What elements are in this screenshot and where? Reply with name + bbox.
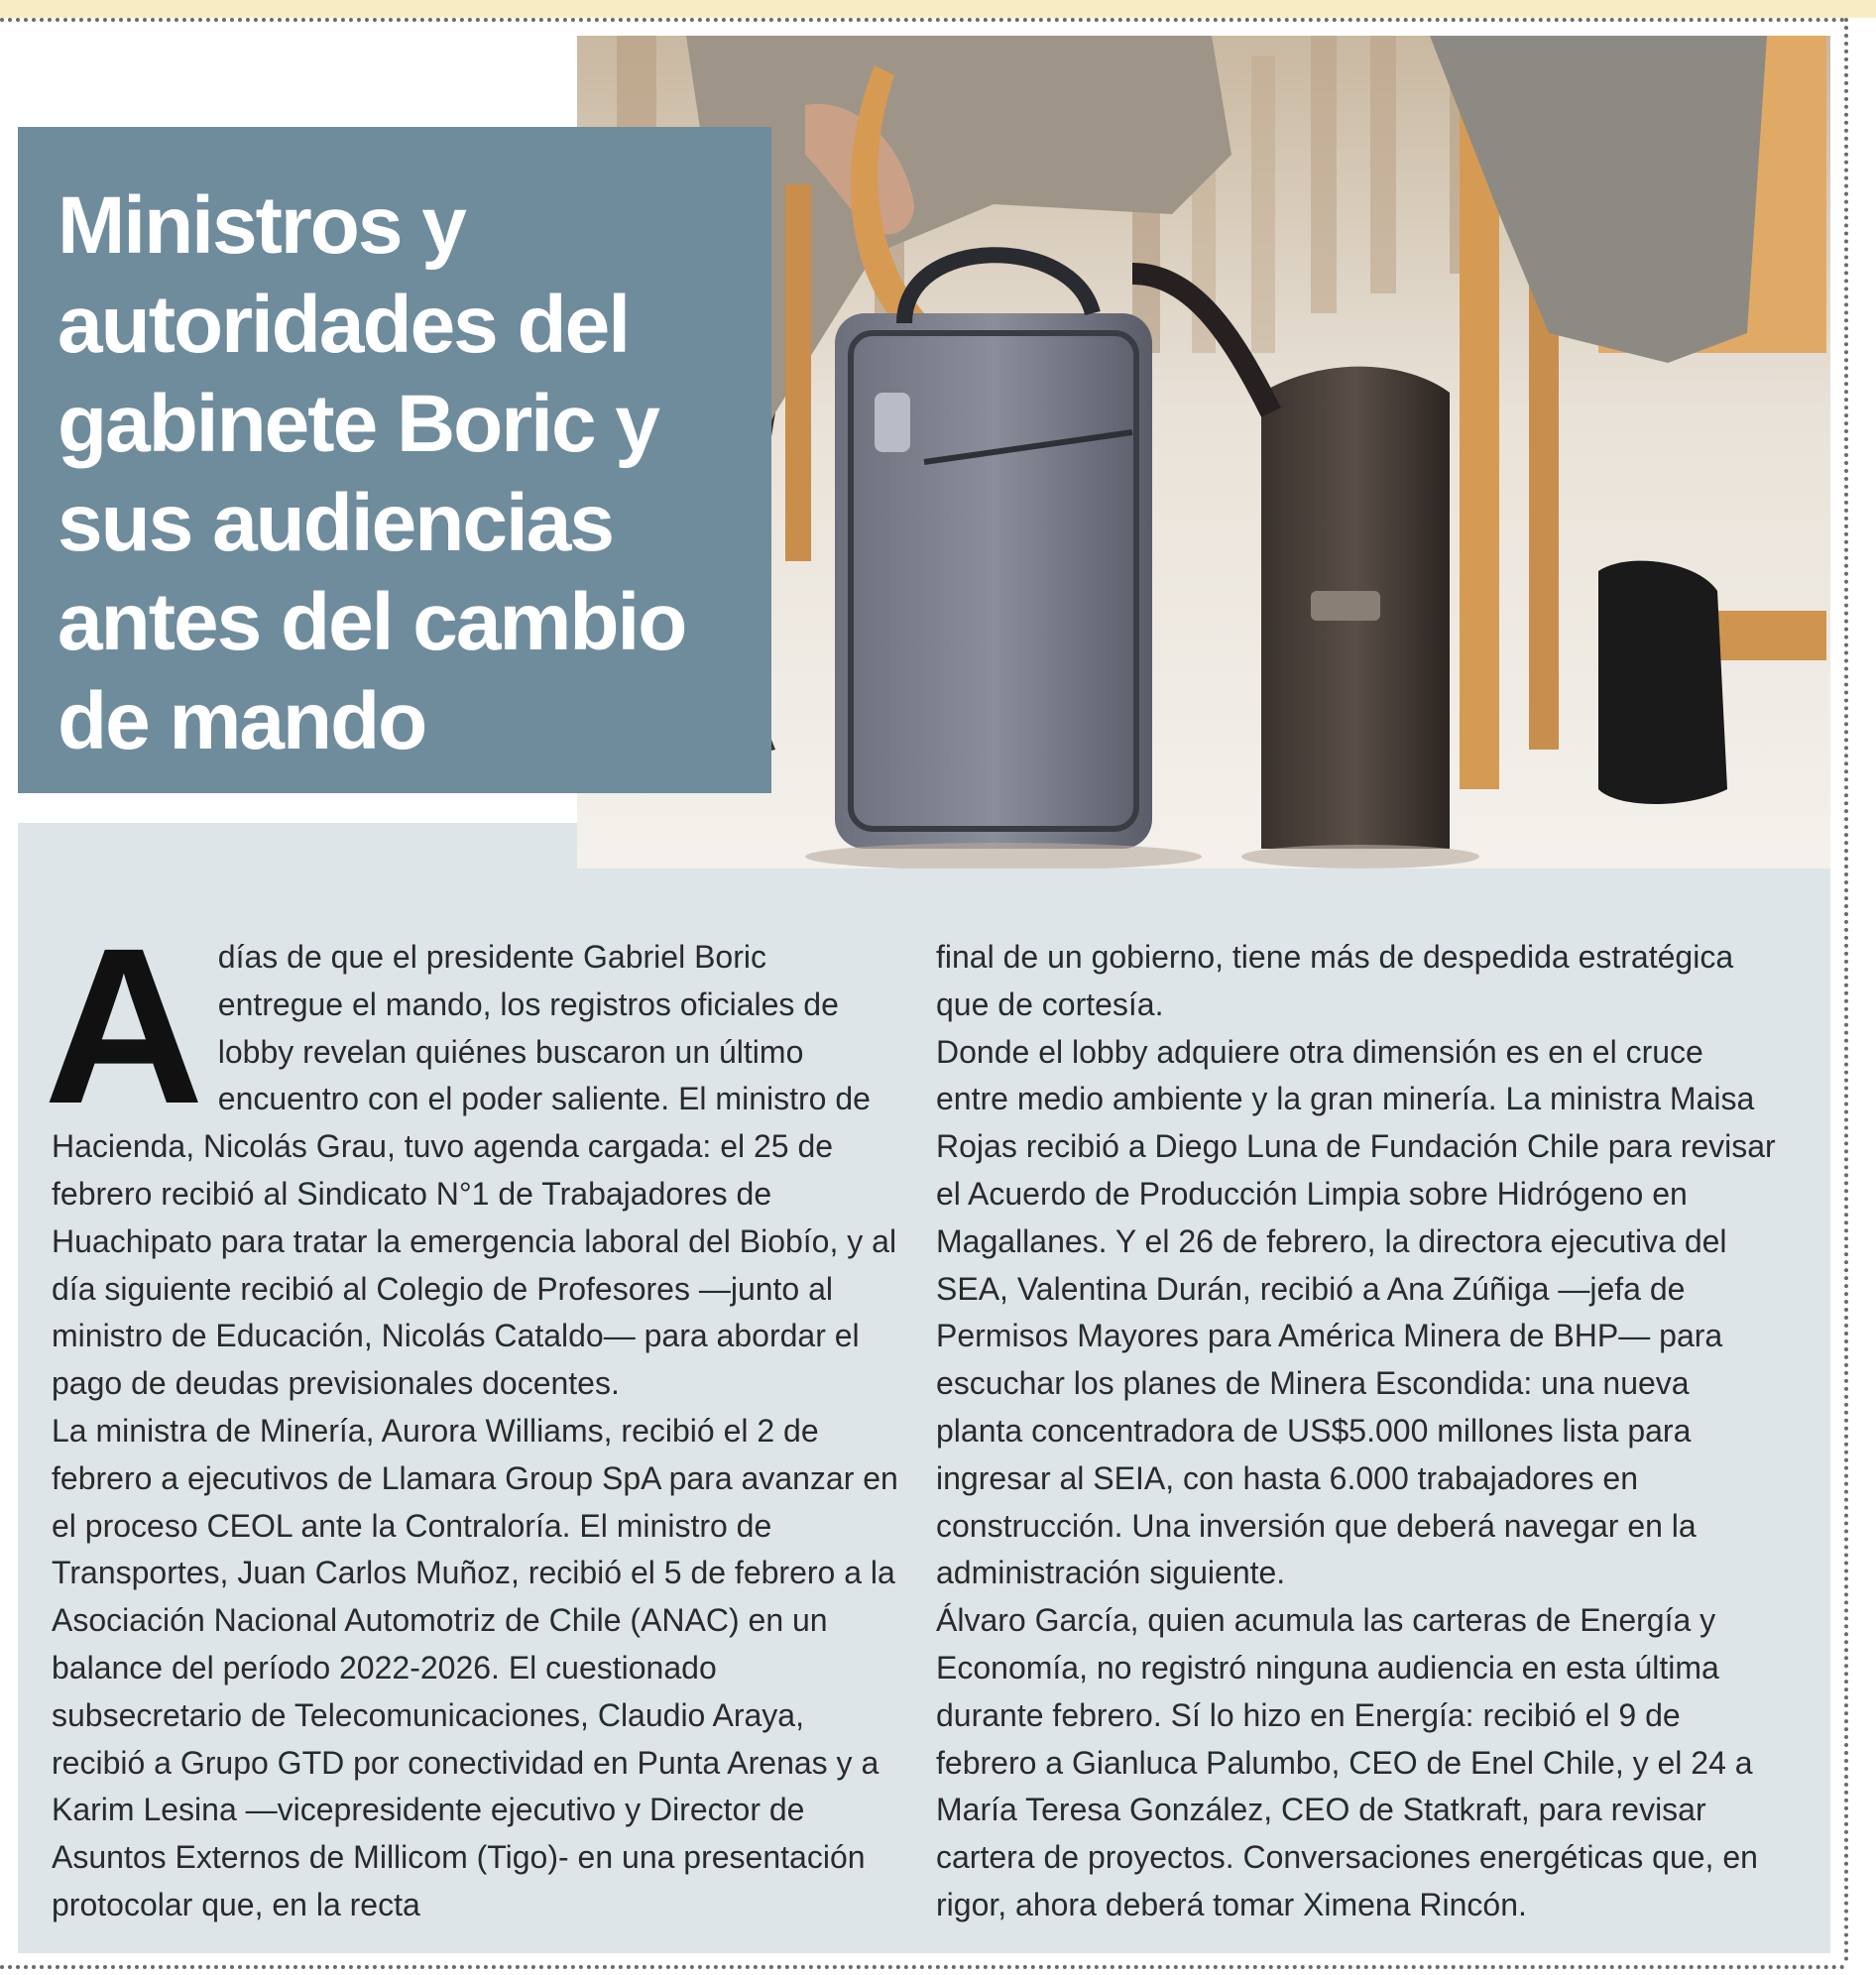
- bottom-dotted-border: [0, 1965, 1846, 1969]
- paragraph: final de un gobierno, tiene más de despedida estratégica que de cortesía.: [936, 939, 1734, 1022]
- headline-box: [18, 127, 771, 793]
- top-color-strip: [0, 0, 1876, 18]
- paragraph: Álvaro García, quien acumula las carteras de Energía y Economía, no registró ninguna audiencia en esta última durante febrero. Sí lo hizo en Energía: recibió el 9 de febrero a Gianluca Palumbo, CEO de Enel Chile, y el 24 a María Teresa González, CEO de Statkraft, para revisar cartera de proyectos. Conversaciones energéticas que, en rigor, ahora deberá tomar Ximena Rincón.: [936, 1602, 1758, 1922]
- headline: Ministros y autoridades del gabinete Boric y sus audiencias antes del cambio de mando: [58, 180, 686, 766]
- paragraph: Donde el lobby adquiere otra dimensión es en el cruce entre medio ambiente y la gran minería. La ministra Maisa Rojas recibió a Diego Luna de Fundación Chile para revisar el Acuerdo de Producción Limpia sobre Hidrógeno en Magallanes. Y el 26 de febrero, la directora ejecutiva del SEA, Valentina Durán, recibió a Ana Zúñiga —jefa de Permisos Mayores para América Minera de BHP— para escuchar los planes de Minera Escondida: una nueva planta concentradora de US$5.000 millones lista para ingresar al SEIA, con hasta 6.000 trabajadores en construcción. Una inversión que deberá navegar en la administración siguiente.: [936, 1033, 1776, 1591]
- article-column-right: [936, 934, 1783, 1929]
- top-dotted-border: [0, 18, 1846, 22]
- lead-paragraph-text: días de que el presidente Gabriel Boric entregue el mando, los registros oficiales de lobby revelan quiénes buscaron un último encuentro con el poder saliente. El ministro de Hacienda, Nicolás Grau, tuvo agenda cargada: el 25 de febrero recibió al Sindicato N°1 de Trabajadores de Huachipato para tratar la emergencia laboral del Biobío, y al día siguiente recibió al Colegio de Profesores —junto al ministro de Educación, Nicolás Cataldo— para abordar el pago de deudas previsionales docentes.: [52, 939, 897, 1402]
- paragraph: La ministra de Minería, Aurora Williams, recibió el 2 de febrero a ejecutivos de Llamara Group SpA para avanzar en el proceso CEOL ante la Contraloría. El ministro de Transportes, Juan Carlos Muñoz, recibió el 5 de febrero a la Asociación Nacional Automotriz de Chile (ANAC) en un balance del período 2022-2026. El cuestionado subsecretario de Telecomunicaciones, Claudio Araya, recibió a Grupo GTD por conectividad en Punta Arenas y a Karim Lesina —vicepresidente ejecutivo y Director de Asuntos Externos de Millicom (Tigo)- en una presentación protocolar que, en la recta: [52, 1412, 898, 1922]
- lead-paragraph: [44, 902, 900, 1408]
- right-dotted-border: [1844, 18, 1848, 1963]
- article-column-left: [44, 902, 900, 1929]
- drop-cap: A: [44, 902, 204, 1150]
